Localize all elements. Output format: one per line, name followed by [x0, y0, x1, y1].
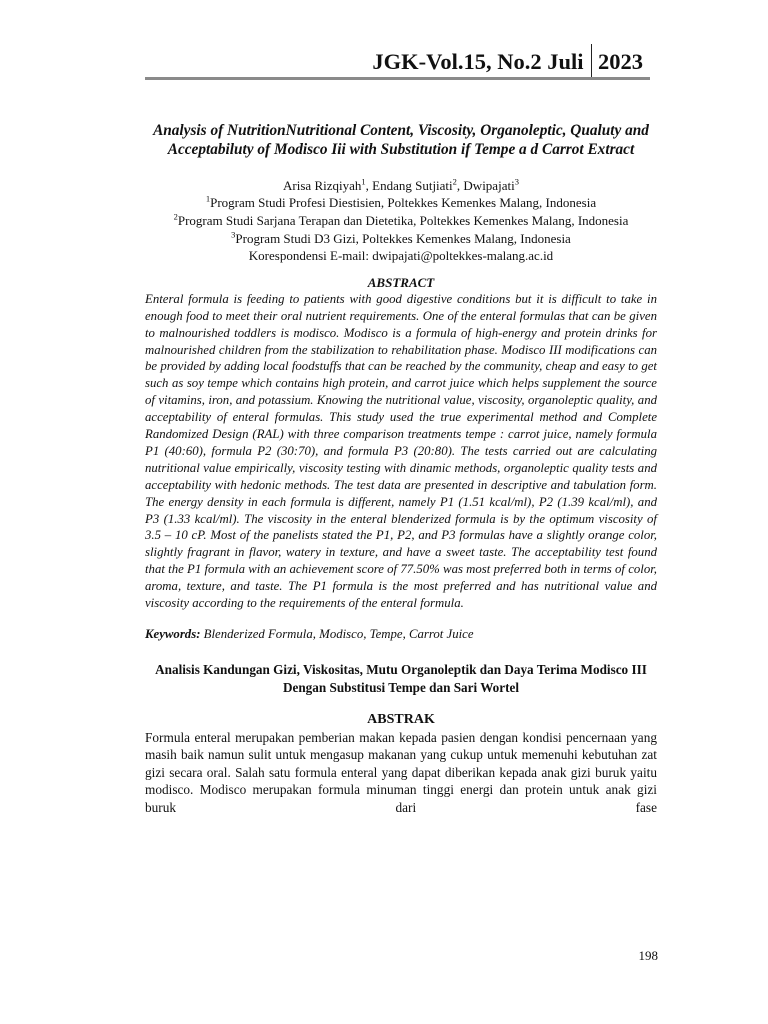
- journal-header: [372, 44, 643, 80]
- affiliation-1: [145, 194, 657, 212]
- author-separator: ,: [365, 177, 373, 193]
- author-separator: ,: [456, 177, 464, 193]
- keywords: [145, 626, 657, 643]
- author-2: Endang Sutjiati: [372, 177, 453, 193]
- abstrak-heading: ABSTRAK: [367, 711, 435, 727]
- abstract-text: Enteral formula is feeding to patients with good digestive conditions but it is difficult to take in enough food to meet their oral nutrient requirements. One of the enteral formulas that can be given to malnourished toddlers is modisco. Modisco is a formula of high-energy and protein drinks for malnourished children from the stabilization to rehabilitation phase. Modisco III modifications can be provided by adding local foodstuffs that can be reached by the community, cheap and easy to get such as soy tempe which contains high protein, and carrot juice which helps supplement the source of vitamins, iron, and potassium. Knowing the nutritional value, viscosity, organoleptic quality, and acceptability of enteral formulas. This study used the true experimental method and Complete Randomized Design (RAL) with three comparison treatments tempe : carrot juice, namely formula P1 (40:60), formula P2 (30:70), and formula P3 (20:80). The tests carried out are calculating nutritional value empirically, viscosity testing with dinamic methods, organoleptic quality tests and acceptability with hedonic methods. The test data are presented in descriptive and tabulation form. The energy density in each formula is different, namely P1 (1.51 kcal/ml), P2 (1.39 kcal/ml), and P3 (1.33 kcal/ml). The viscosity in the enteral blenderized formula is by the optimum viscosity of 3.5 – 10 cP. Most of the panelists stated the P1, P2, and P3 formulas have a slightly orange color, slightly fragrant in flavor, watery in texture, and have a sweet taste. The acceptability test found that the P1 formula with an achievement score of 77.50% was most preferred both in terms of color, aroma, texture, and taste. The P1 formula is the most preferred and has nutritional value and viscosity according to the requirements of the enteral formula.: [145, 291, 657, 611]
- keywords-list: Blenderized Formula, Modisco, Tempe, Carrot Juice: [200, 627, 474, 641]
- abstrak-text: Formula enteral merupakan pemberian makan kepada pasien dengan kondisi pencernaan yang masih baik namun sulit untuk mengasup makanan yang cukup untuk memenuhi kebutuhan zat gizi secara oral. Salah satu formula enteral yang dapat diberikan kepada anak gizi buruk yaitu modisco. Modisco merupakan formula minuman tinggi energi dan protein untuk anak gizi buruk dari fase: [145, 729, 657, 815]
- author-2-sup: 2: [452, 176, 457, 187]
- author-3-sup: 3: [514, 176, 519, 187]
- keywords-label: Keywords:: [145, 627, 201, 641]
- page-number: 198: [638, 948, 658, 963]
- affiliation-2-text: Program Studi Sarjana Terapan dan Dietetika, Poltekkes Kemenkes Malang, Indonesia: [177, 213, 629, 228]
- article-content: [145, 121, 657, 816]
- header-rule: [145, 77, 650, 80]
- article-title: Analysis of NutritionNutritional Content, Viscosity, Organoleptic, Qualuty and Acceptabiluty of Modisco Iii with Substitution if Tempe a d Carrot Extract: [153, 122, 649, 159]
- journal-year: 2023: [598, 49, 643, 74]
- affiliation-2: [145, 212, 657, 230]
- abstract-heading: ABSTRACT: [367, 274, 435, 290]
- affiliation-1-sup: 1: [205, 194, 211, 205]
- affiliation-1-text: Program Studi Profesi Diestisien, Poltekkes Kemenkes Malang, Indonesia: [210, 195, 597, 211]
- author-1: Arisa Rizqiyah: [283, 177, 362, 193]
- journal-issue: JGK-Vol.15, No.2 Juli: [372, 49, 584, 74]
- author-1-sup: 1: [361, 176, 366, 187]
- author-3: Dwipajati: [463, 177, 515, 193]
- affiliation-3-sup: 3: [231, 229, 236, 240]
- author-list: [145, 177, 657, 195]
- affiliation-3: [145, 230, 657, 248]
- correspondence-email: Korespondensi E-mail: dwipajati@poltekkes-malang.ac.id: [248, 248, 554, 264]
- affiliation-2-sup: 2: [173, 211, 178, 222]
- article-title-indonesian: Analisis Kandungan Gizi, Viskositas, Mutu Organoleptik dan Daya Terima Modisco III Dengan Substitusi Tempe dan Sari Wortel: [155, 661, 647, 696]
- header-divider: [591, 44, 593, 80]
- affiliation-3-text: Program Studi D3 Gizi, Poltekkes Kemenkes Malang, Indonesia: [235, 230, 571, 246]
